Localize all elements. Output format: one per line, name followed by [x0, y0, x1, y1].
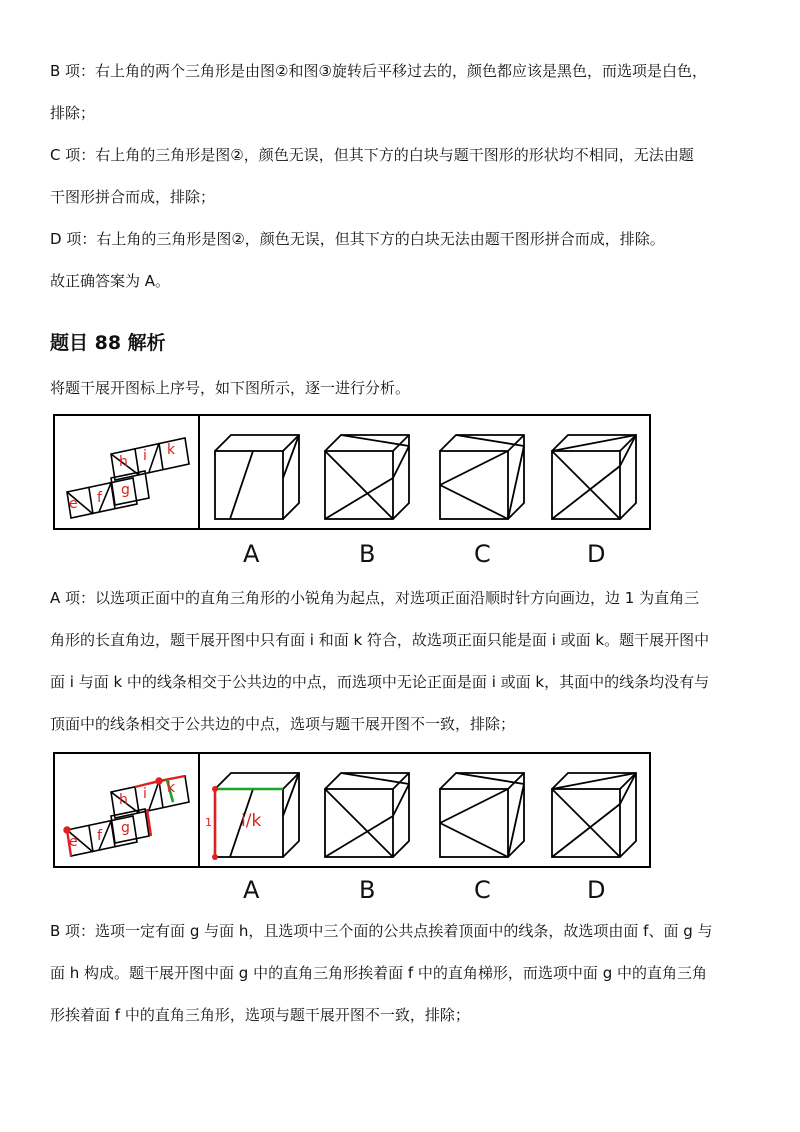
figure-1-option-labels	[0, 540, 800, 570]
text-line: A 项：以选项正面中的直角三角形的小锐角为起点，对选项正面沿顺时针方向画边，边 1 为直角三	[50, 589, 700, 607]
cube-option-a	[215, 435, 299, 519]
figure-1-panel	[53, 414, 651, 530]
net-label-i: i	[143, 786, 147, 802]
text-line: 角形的长直角边，题干展开图中只有面 i 和面 k 符合，故选项正面只能是面 i 或面 k。题干展开图中	[50, 631, 710, 649]
text-line: D 项：右上角的三角形是图②，颜色无误，但其下方的白块无法由题干图形拼合而成，排除。	[50, 230, 665, 248]
paragraph-block-2	[50, 577, 755, 745]
section-heading: 题目 88 解析	[50, 332, 166, 354]
text-line: C 项：右上角的三角形是图②，颜色无误，但其下方的白块与题干图形的形状均不相同，无法由题	[50, 146, 694, 164]
net-label-e: e	[69, 496, 78, 512]
paragraph-block-3	[50, 910, 755, 1036]
option-label-d: D	[587, 876, 606, 904]
intro-text	[50, 367, 755, 409]
figure-2-panel	[53, 752, 651, 868]
text-line: 故正确答案为 A。	[50, 272, 171, 290]
figure-1-drawing	[55, 416, 653, 532]
option-label-b: B	[359, 540, 376, 568]
option-label-c: C	[474, 540, 491, 568]
text-line: 面 h 构成。题干展开图中面 g 中的直角三角形挨着面 f 中的直角梯形，而选项中面 g 中的直角三角	[50, 964, 707, 982]
text-line: 排除；	[50, 104, 96, 122]
net-label-f: f	[97, 828, 102, 844]
option-label-d: D	[587, 540, 606, 568]
cube-option-d	[552, 773, 636, 857]
cube-option-b	[325, 435, 409, 519]
net-label-g: g	[121, 820, 130, 836]
option-label-a: A	[243, 540, 260, 568]
cube-option-c	[440, 435, 524, 519]
edge-1-label: 1	[205, 816, 212, 829]
net-label-k: k	[167, 780, 176, 796]
option-cubes	[215, 773, 636, 857]
net-label-e: e	[69, 834, 78, 850]
paragraph-block-1	[50, 50, 755, 302]
cube-option-c	[440, 773, 524, 857]
text-line: 面 i 与面 k 中的线条相交于公共边的中点，而选项中无论正面是面 i 或面 k，其面中的线条均没有与	[50, 673, 710, 691]
text-line: 将题干展开图标上序号，如下图所示，逐一进行分析。	[50, 379, 411, 397]
net-label-f: f	[97, 490, 102, 506]
text-line: 形挨着面 f 中的直角三角形，选项与题干展开图不一致，排除；	[50, 1006, 470, 1024]
net-label-i: i	[143, 448, 147, 464]
text-line: B 项：右上角的两个三角形是由图②和图③旋转后平移过去的，颜色都应该是黑色，而选项是白色，	[50, 62, 707, 80]
text-line: B 项：选项一定有面 g 与面 h，且选项中三个面的公共点挨着顶面中的线条，故选项由面 f、面 g 与	[50, 922, 713, 940]
text-line: 干图形拼合而成，排除；	[50, 188, 216, 206]
net-label-g: g	[121, 482, 130, 498]
option-cubes	[215, 435, 636, 519]
face-annotation-ik: i/k	[241, 811, 262, 831]
net-label-h: h	[119, 792, 128, 808]
option-label-c: C	[474, 876, 491, 904]
option-label-a: A	[243, 876, 260, 904]
cube-option-d	[552, 435, 636, 519]
cube-a-annotations	[205, 786, 283, 860]
net-label-h: h	[119, 454, 128, 470]
figure-2-drawing	[55, 754, 653, 870]
option-label-b: B	[359, 876, 376, 904]
figure-2-option-labels	[0, 876, 800, 906]
cube-option-b	[325, 773, 409, 857]
text-line: 顶面中的线条相交于公共边的中点，选项与题干展开图不一致，排除；	[50, 715, 516, 733]
net-label-k: k	[167, 442, 176, 458]
